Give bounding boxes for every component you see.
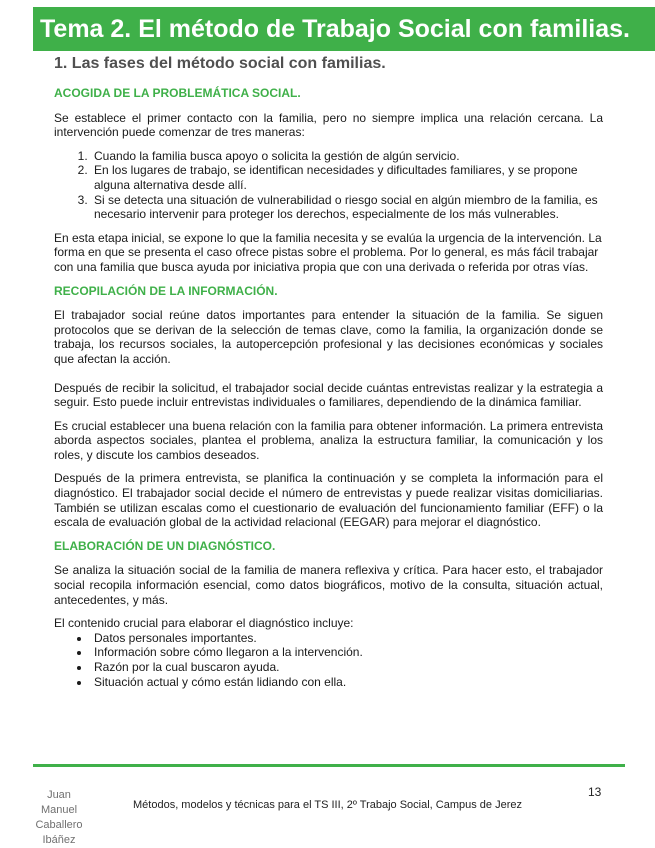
author-line: Caballero (35, 819, 83, 831)
author-line: Juan Manuel (40, 789, 78, 816)
document-body (54, 86, 603, 698)
page-number: 13 (588, 785, 602, 799)
heading-acogida: ACOGIDA DE LA PROBLEMÁTICA SOCIAL. (54, 86, 301, 100)
list-item: 1. Cuando la familia busca apoyo o solicita la gestión de algún servicio. (91, 149, 603, 164)
author-line: Ibáñez (42, 834, 76, 846)
page-title: Tema 2. El método de Trabajo Social con familias. (33, 7, 655, 51)
paragraph: Es crucial establecer una buena relación con la familia para obtener información. La primera entrevista aborda aspectos sociales, plantea el problema, analiza la estructura familiar, la comunicación y los roles, y discute los cambios deseados. (54, 418, 603, 462)
footer-divider (33, 764, 625, 767)
section-subtitle: 1. Las fases del método social con familias. (54, 55, 386, 72)
list-item: • Situación actual y cómo están lidiando con ella. (91, 675, 603, 690)
paragraph: El trabajador social reúne datos importantes para entender la situación de la familia. Se siguen protocolos que se derivan de la selección de temas clave, como la familia, la organización donde se trabaja, los recursos sociales, la autopercepción profesional y las decisiones económicas y sociales que afectan la acción. (54, 308, 603, 366)
footer-author (30, 788, 88, 848)
paragraph: Después de la primera entrevista, se planifica la continuación y se completa la información para el diagnóstico. El trabajador social decide el número de entrevistas y puede realizar visitas domiciliarias. También se utilizan escalas como el cuestionario de evaluación del funcionamiento familiar (EFF) o la escala de evaluación global de la actividad relacional (EEGAR) para mejorar el diagnóstico. (54, 471, 603, 530)
heading-diagnostico: ELABORACIÓN DE UN DIAGNÓSTICO. (54, 538, 276, 553)
list-item: 2. En los lugares de trabajo, se identifican necesidades y dificultades familiares, y se propone alguna alternativa desde allí. (91, 163, 603, 192)
list-item: • Información sobre cómo llegaron a la intervención. (91, 645, 603, 660)
paragraph: Se establece el primer contacto con la familia, pero no siempre implica una relación cercana. La intervención puede comenzar de tres maneras: (54, 110, 603, 140)
bullet-list (54, 631, 603, 689)
list-item: 3. Si se detecta una situación de vulnerabilidad o riesgo social en algún miembro de la familia, es necesario intervenir para proteger los derechos, especialmente de los más vulnerables. (91, 193, 603, 222)
footer-course: Métodos, modelos y técnicas para el TS III, 2º Trabajo Social, Campus de Jerez (133, 799, 523, 811)
paragraph: El contenido crucial para elaborar el diagnóstico incluye: (54, 616, 354, 631)
numbered-list (54, 149, 603, 222)
heading-recopilacion: RECOPILACIÓN DE LA INFORMACIÓN. (54, 283, 278, 298)
paragraph: En esta etapa inicial, se expone lo que la familia necesita y se evalúa la urgencia de la intervención. La forma en que se presenta el caso ofrece pistas sobre el problema. Por lo general, es más fácil trabajar con una familia que busca ayuda por iniciativa propia que con una derivada o referida por otras vías. (54, 230, 602, 274)
list-item: • Datos personales importantes. (91, 631, 603, 646)
paragraph: Se analiza la situación social de la familia de manera reflexiva y crítica. Para hacer esto, el trabajador social recopila información esencial, como datos biográficos, motivo de la consulta, situación actual, antecedentes, y más. (54, 563, 603, 607)
list-item: • Razón por la cual buscaron ayuda. (91, 660, 603, 675)
paragraph: Después de recibir la solicitud, el trabajador social decide cuántas entrevistas realizar y la estrategia a seguir. Esto puede incluir entrevistas individuales o familiares, dependiendo de la dinámica familiar. (54, 380, 603, 410)
